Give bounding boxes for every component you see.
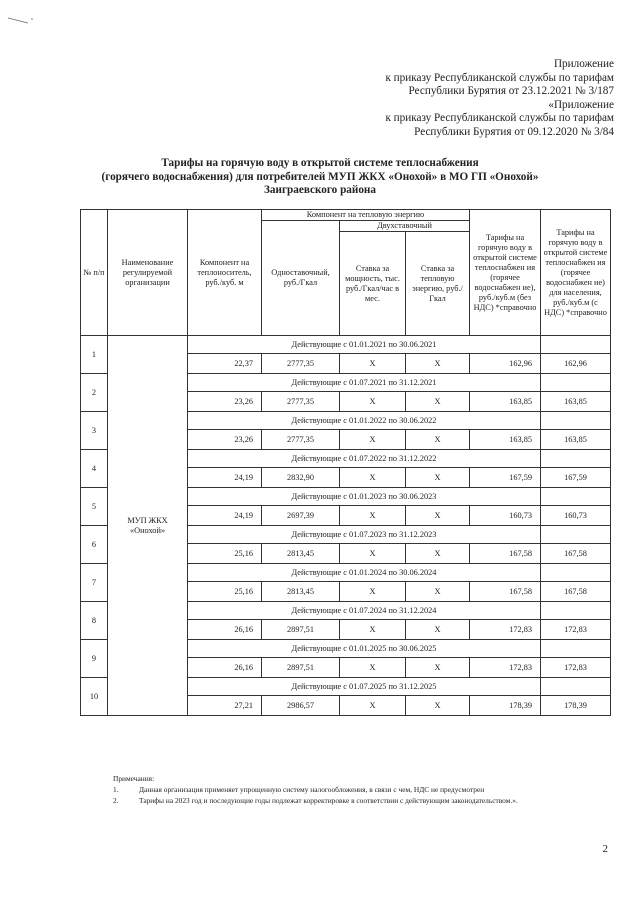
period-label: Действующие с 01.01.2022 по 30.06.2022	[188, 412, 541, 430]
energy-rate-value: Х	[406, 430, 470, 450]
note-item	[113, 795, 613, 806]
heat-carrier-value: 24,19	[188, 468, 262, 488]
period-label: Действующие с 01.01.2021 по 30.06.2021	[188, 336, 541, 354]
energy-rate-value: Х	[406, 354, 470, 374]
tariff-population-value: 163,85	[541, 392, 611, 412]
period-spacer	[541, 678, 611, 696]
row-number: 10	[81, 678, 108, 716]
notes-section	[113, 773, 613, 806]
appendix-line: к приказу Республиканской службы по тарифам	[385, 112, 614, 125]
one-part-value: 2777,35	[262, 354, 340, 374]
period-label: Действующие с 01.01.2023 по 30.06.2023	[188, 488, 541, 506]
capacity-rate-value: Х	[340, 392, 406, 412]
tariff-population-value: 167,58	[541, 582, 611, 602]
period-label: Действующие с 01.07.2021 по 31.12.2021	[188, 374, 541, 392]
one-part-value: 2777,35	[262, 430, 340, 450]
capacity-rate-value: Х	[340, 582, 406, 602]
row-number: 9	[81, 640, 108, 678]
header-tariff-no-vat: Тарифы на горячую воду в открытой системе теплоснабжен ия (горячее водоснабжен ие), руб./куб.м (без НДС) *справочно	[470, 210, 541, 336]
heat-carrier-value: 23,26	[188, 430, 262, 450]
tariff-table	[80, 209, 611, 716]
period-label: Действующие с 01.01.2025 по 30.06.2025	[188, 640, 541, 658]
one-part-value: 2813,45	[262, 544, 340, 564]
energy-rate-value: Х	[406, 506, 470, 526]
tariff-no-vat-value: 163,85	[470, 392, 541, 412]
heat-carrier-value: 26,16	[188, 620, 262, 640]
tariff-population-value: 167,59	[541, 468, 611, 488]
tariff-population-value: 172,83	[541, 620, 611, 640]
period-label: Действующие с 01.07.2023 по 31.12.2023	[188, 526, 541, 544]
period-spacer	[541, 640, 611, 658]
period-label: Действующие с 01.07.2022 по 31.12.2022	[188, 450, 541, 468]
tariff-population-value: 172,83	[541, 658, 611, 678]
one-part-value: 2897,51	[262, 658, 340, 678]
appendix-line: Приложение	[553, 58, 614, 70]
row-number: 2	[81, 374, 108, 412]
row-number: 3	[81, 412, 108, 450]
header-thermal-energy: Компонент на тепловую энергию	[262, 210, 470, 221]
energy-rate-value: Х	[406, 392, 470, 412]
header-tariff-population: Тарифы на горячую воду в открытой системе теплоснабжен ия (горячее водоснабжен ие) для населения, руб./куб.м (с НДС) *справочно	[541, 210, 611, 336]
one-part-value: 2777,35	[262, 392, 340, 412]
period-spacer	[541, 526, 611, 544]
heat-carrier-value: 22,37	[188, 354, 262, 374]
capacity-rate-value: Х	[340, 544, 406, 564]
capacity-rate-value: Х	[340, 430, 406, 450]
title-line: Тарифы на горячую воду в открытой системе теплоснабжения	[161, 157, 479, 169]
period-spacer	[541, 412, 611, 430]
one-part-value: 2813,45	[262, 582, 340, 602]
energy-rate-value: Х	[406, 468, 470, 488]
capacity-rate-value: Х	[340, 658, 406, 678]
heat-carrier-value: 27,21	[188, 696, 262, 716]
period-spacer	[541, 374, 611, 392]
capacity-rate-value: Х	[340, 696, 406, 716]
organization-name: МУП ЖКХ «Онохой»	[108, 336, 188, 716]
header-one-part: Одноставочный, руб./Гкал	[262, 221, 340, 336]
heat-carrier-value: 23,26	[188, 392, 262, 412]
period-spacer	[541, 564, 611, 582]
scan-artifact-mark	[8, 16, 34, 24]
header-capacity-rate: Ставка за мощность, тыс. руб./Гкал/час в мес.	[340, 232, 406, 336]
row-number: 6	[81, 526, 108, 564]
tariff-no-vat-value: 162,96	[470, 354, 541, 374]
header-num: № п/п	[81, 210, 108, 336]
row-number: 7	[81, 564, 108, 602]
heat-carrier-value: 25,16	[188, 544, 262, 564]
heat-carrier-value: 25,16	[188, 582, 262, 602]
tariff-population-value: 167,58	[541, 544, 611, 564]
tariff-no-vat-value: 167,58	[470, 582, 541, 602]
appendix-header	[284, 58, 614, 140]
energy-rate-value: Х	[406, 620, 470, 640]
title-line: Заиграевского района	[264, 184, 376, 196]
tariff-table-body	[81, 336, 611, 716]
one-part-value: 2986,57	[262, 696, 340, 716]
tariff-no-vat-value: 167,58	[470, 544, 541, 564]
energy-rate-value: Х	[406, 582, 470, 602]
one-part-value: 2697,39	[262, 506, 340, 526]
appendix-line: к приказу Республиканской службы по тарифам	[385, 71, 614, 84]
heat-carrier-value: 24,19	[188, 506, 262, 526]
tariff-population-value: 178,39	[541, 696, 611, 716]
one-part-value: 2832,90	[262, 468, 340, 488]
tariff-no-vat-value: 167,59	[470, 468, 541, 488]
appendix-line: Республики Бурятия от 23.12.2021 № 3/187	[408, 85, 614, 98]
tariff-population-value: 160,73	[541, 506, 611, 526]
row-number: 8	[81, 602, 108, 640]
header-energy-rate: Ставка за тепловую энергию, руб./Гкал	[406, 232, 470, 336]
tariff-population-value: 162,96	[541, 354, 611, 374]
table-row-period	[81, 336, 611, 354]
note-text: Данная организация применяет упрощенную систему налогообложения, в связи с чем, НДС не предусмотрен	[139, 785, 485, 794]
header-organization: Наименование регулируемой организации	[108, 210, 188, 336]
period-spacer	[541, 602, 611, 620]
appendix-line: Республики Бурятия от 09.12.2020 № 3/84	[414, 125, 614, 138]
row-number: 1	[81, 336, 108, 374]
capacity-rate-value: Х	[340, 506, 406, 526]
note-number: 2.	[113, 796, 119, 805]
energy-rate-value: Х	[406, 658, 470, 678]
tariff-no-vat-value: 163,85	[470, 430, 541, 450]
period-spacer	[541, 488, 611, 506]
capacity-rate-value: Х	[340, 620, 406, 640]
one-part-value: 2897,51	[262, 620, 340, 640]
header-heat-carrier: Компонент на теплоноситель, руб./куб. м	[188, 210, 262, 336]
note-number: 1.	[113, 785, 119, 794]
energy-rate-value: Х	[406, 544, 470, 564]
heat-carrier-value: 26,16	[188, 658, 262, 678]
energy-rate-value: Х	[406, 696, 470, 716]
appendix-line: «Приложение	[548, 98, 614, 111]
period-spacer	[541, 450, 611, 468]
header-two-part: Двухставочный	[340, 221, 470, 232]
tariff-no-vat-value: 160,73	[470, 506, 541, 526]
title-line: (горячего водоснабжения) для потребителей МУП ЖКХ «Онохой» в МО ГП «Онохой»	[101, 170, 539, 183]
document-title	[60, 157, 580, 198]
notes-title: Примечания:	[113, 774, 155, 783]
period-label: Действующие с 01.07.2024 по 31.12.2024	[188, 602, 541, 620]
capacity-rate-value: Х	[340, 354, 406, 374]
tariff-no-vat-value: 178,39	[470, 696, 541, 716]
period-label: Действующие с 01.01.2024 по 30.06.2024	[188, 564, 541, 582]
period-label: Действующие с 01.07.2025 по 31.12.2025	[188, 678, 541, 696]
period-spacer	[541, 336, 611, 354]
note-text: Тарифы на 2023 год и последующие годы подлежат корректировке в соответствии с действующим законодательством.».	[139, 796, 518, 805]
tariff-population-value: 163,85	[541, 430, 611, 450]
row-number: 5	[81, 488, 108, 526]
capacity-rate-value: Х	[340, 468, 406, 488]
note-item	[113, 784, 613, 795]
tariff-no-vat-value: 172,83	[470, 620, 541, 640]
row-number: 4	[81, 450, 108, 488]
page-number: 2	[602, 843, 608, 855]
tariff-no-vat-value: 172,83	[470, 658, 541, 678]
